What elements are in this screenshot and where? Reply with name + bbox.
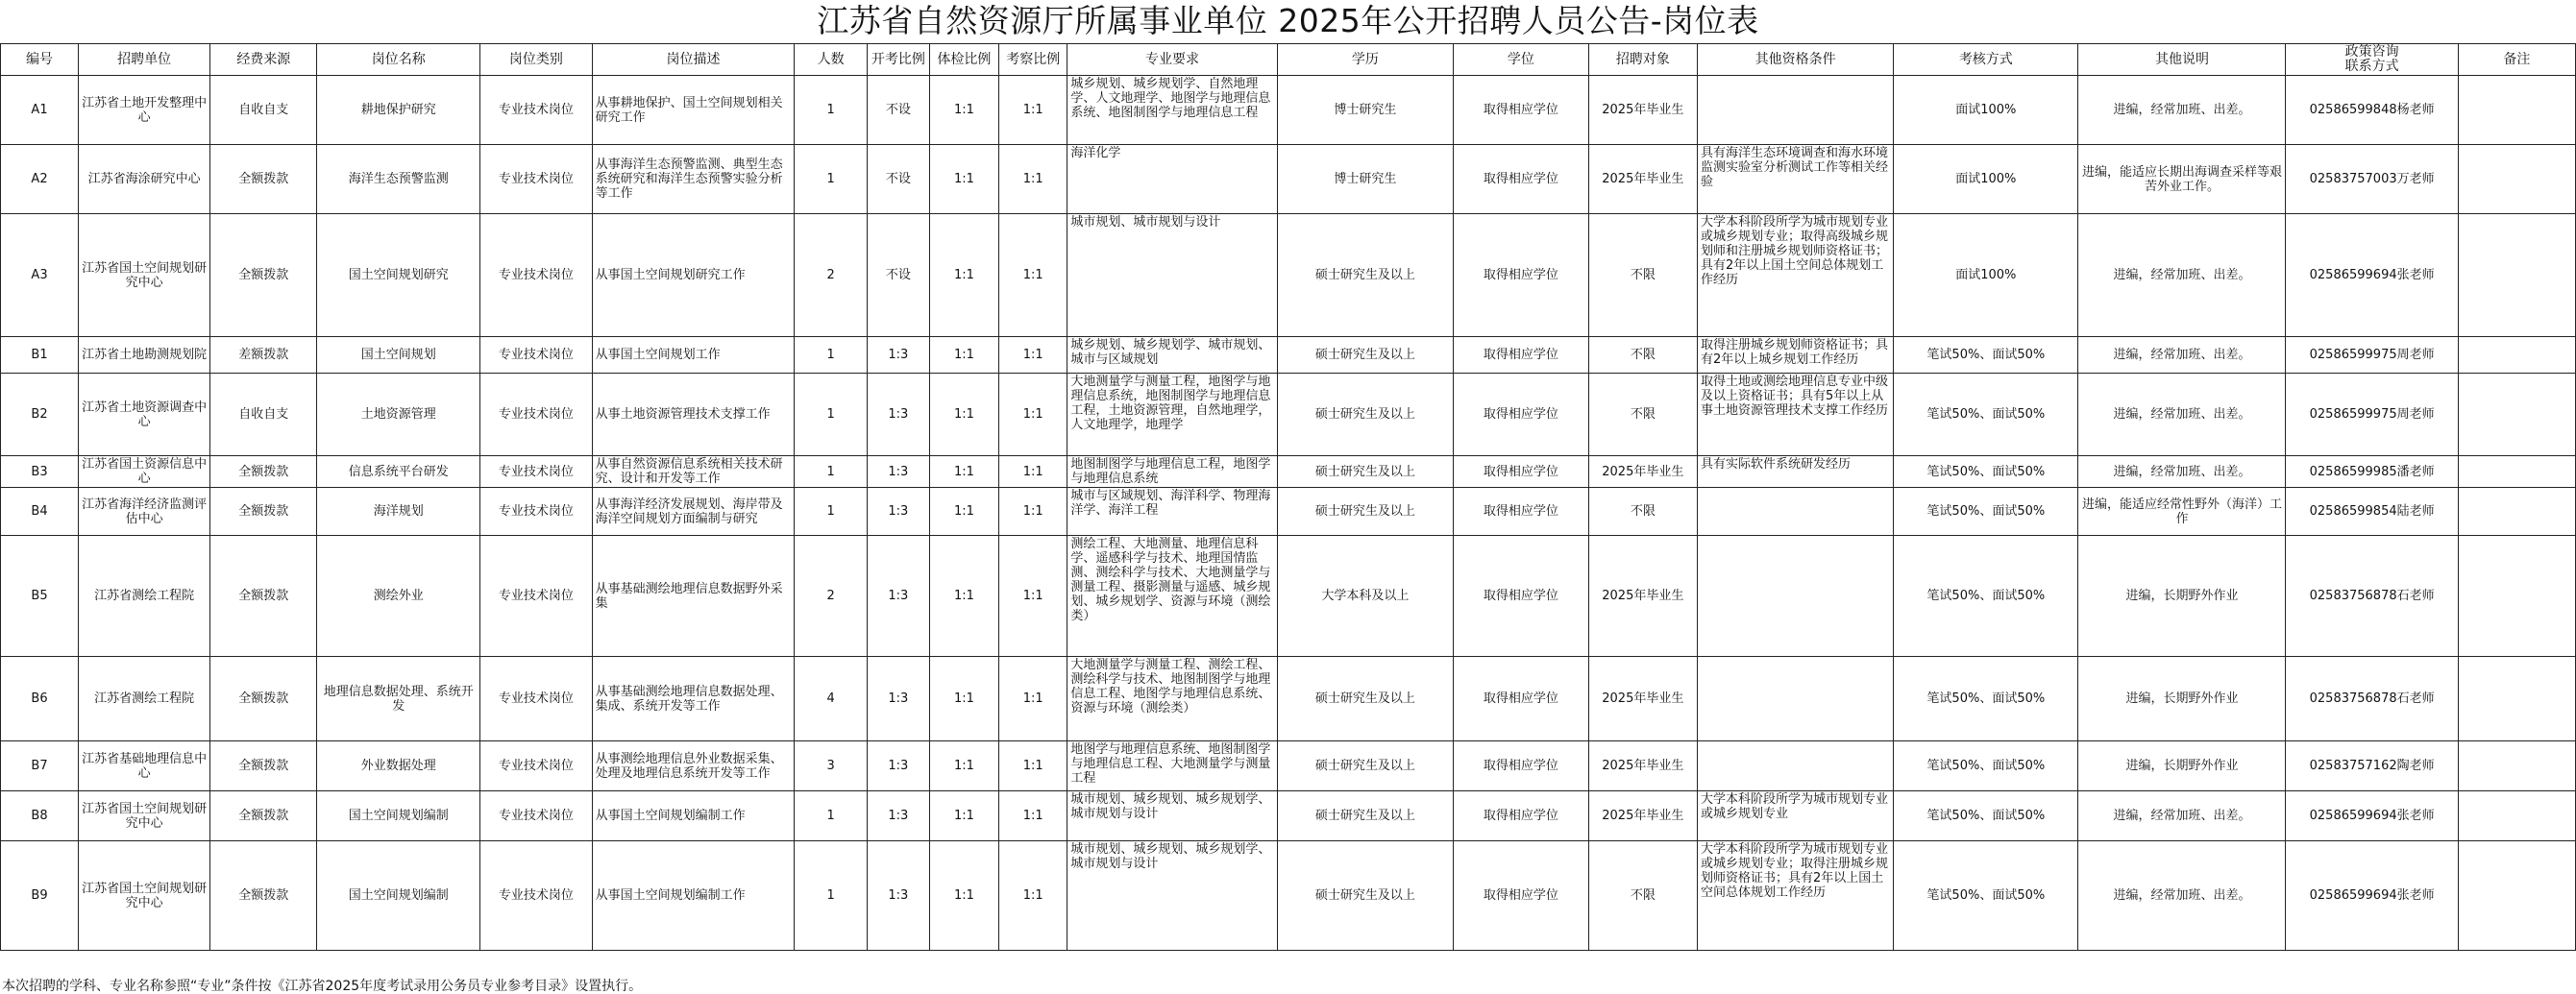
cell-other-qual: [1698, 488, 1894, 536]
header-description: 岗位描述: [592, 44, 795, 76]
cell-position: 国土空间规划研究: [317, 214, 480, 337]
cell-remarks: [2458, 841, 2575, 951]
cell-degree: 取得相应学位: [1454, 76, 1588, 145]
cell-degree: 取得相应学位: [1454, 374, 1588, 456]
header-unit: 招聘单位: [79, 44, 210, 76]
cell-count: 1: [795, 337, 868, 374]
cell-other-qual: [1698, 741, 1894, 791]
cell-degree: 取得相应学位: [1454, 488, 1588, 536]
cell-assessment: 笔试50%、面试50%: [1894, 536, 2078, 657]
header-contact: 政策咨询 联系方式: [2286, 44, 2458, 76]
cell-exam-ratio: 1:3: [867, 657, 929, 741]
table-row: [1, 374, 2576, 456]
cell-major: 城乡规划、城乡规划学、自然地理学、人文地理学、地图学与地理信息系统、地图制图学与地理信息工程: [1067, 76, 1277, 145]
cell-inspect-ratio: 1:1: [999, 657, 1067, 741]
cell-major: 地图学与地理信息系统、地图制图学与地理信息工程、大地测量学与测量工程: [1067, 741, 1277, 791]
cell-physical-ratio: 1:1: [929, 741, 998, 791]
cell-count: 1: [795, 488, 868, 536]
cell-exam-ratio: 1:3: [867, 741, 929, 791]
cell-exam-ratio: 1:3: [867, 374, 929, 456]
cell-position: 耕地保护研究: [317, 76, 480, 145]
cell-count: 1: [795, 791, 868, 841]
cell-education: 硕士研究生及以上: [1277, 488, 1454, 536]
cell-assessment: 面试100%: [1894, 145, 2078, 214]
cell-target: 不限: [1588, 337, 1697, 374]
cell-physical-ratio: 1:1: [929, 214, 998, 337]
cell-education: 硕士研究生及以上: [1277, 337, 1454, 374]
table-row: [1, 791, 2576, 841]
cell-other-qual: 大学本科阶段所学为城市规划专业或城乡规划专业；取得注册城乡规划师资格证书；具有2年以上国土空间总体规划工作经历: [1698, 841, 1894, 951]
cell-other-notes: 进编，经常加班、出差。: [2078, 76, 2286, 145]
header-degree: 学位: [1454, 44, 1588, 76]
cell-description: 从事国土空间规划编制工作: [592, 791, 795, 841]
cell-description: 从事基础测绘地理信息数据处理、集成、系统开发等工作: [592, 657, 795, 741]
header-other-notes: 其他说明: [2078, 44, 2286, 76]
cell-physical-ratio: 1:1: [929, 145, 998, 214]
cell-inspect-ratio: 1:1: [999, 214, 1067, 337]
cell-other-qual: 具有实际软件系统研发经历: [1698, 456, 1894, 488]
table-row: [1, 145, 2576, 214]
header-physical-ratio: 体检比例: [929, 44, 998, 76]
cell-funding: 全额拨款: [210, 488, 317, 536]
cell-funding: 全额拨款: [210, 791, 317, 841]
table-row: [1, 76, 2576, 145]
cell-other-qual: [1698, 76, 1894, 145]
cell-inspect-ratio: 1:1: [999, 337, 1067, 374]
cell-inspect-ratio: 1:1: [999, 791, 1067, 841]
cell-remarks: [2458, 145, 2575, 214]
cell-target: 2025年毕业生: [1588, 145, 1697, 214]
cell-id: B9: [1, 841, 79, 951]
cell-id: B4: [1, 488, 79, 536]
cell-target: 2025年毕业生: [1588, 456, 1697, 488]
header-assessment: 考核方式: [1894, 44, 2078, 76]
cell-exam-ratio: 1:3: [867, 456, 929, 488]
cell-description: 从事耕地保护、国土空间规划相关研究工作: [592, 76, 795, 145]
cell-category: 专业技术岗位: [480, 657, 593, 741]
cell-unit: 江苏省土地勘测规划院: [79, 337, 210, 374]
cell-description: 从事测绘地理信息外业数据采集、处理及地理信息系统开发等工作: [592, 741, 795, 791]
table-row: [1, 841, 2576, 951]
cell-physical-ratio: 1:1: [929, 841, 998, 951]
header-position: 岗位名称: [317, 44, 480, 76]
cell-education: 大学本科及以上: [1277, 536, 1454, 657]
cell-position: 地理信息数据处理、系统开发: [317, 657, 480, 741]
cell-degree: 取得相应学位: [1454, 214, 1588, 337]
cell-education: 硕士研究生及以上: [1277, 657, 1454, 741]
cell-contact: 02586599694张老师: [2286, 214, 2458, 337]
cell-assessment: 笔试50%、面试50%: [1894, 337, 2078, 374]
cell-inspect-ratio: 1:1: [999, 536, 1067, 657]
cell-target: 2025年毕业生: [1588, 657, 1697, 741]
cell-other-qual: 取得注册城乡规划师资格证书；具有2年以上城乡规划工作经历: [1698, 337, 1894, 374]
cell-funding: 自收自支: [210, 76, 317, 145]
cell-count: 1: [795, 374, 868, 456]
cell-inspect-ratio: 1:1: [999, 374, 1067, 456]
cell-remarks: [2458, 214, 2575, 337]
cell-funding: 全额拨款: [210, 657, 317, 741]
cell-other-qual: [1698, 536, 1894, 657]
cell-other-notes: 进编，经常加班、出差。: [2078, 374, 2286, 456]
cell-count: 3: [795, 741, 868, 791]
header-exam-ratio: 开考比例: [867, 44, 929, 76]
cell-funding: 全额拨款: [210, 536, 317, 657]
cell-unit: 江苏省海涂研究中心: [79, 145, 210, 214]
cell-count: 2: [795, 214, 868, 337]
cell-unit: 江苏省国土空间规划研究中心: [79, 214, 210, 337]
cell-exam-ratio: 1:3: [867, 536, 929, 657]
cell-exam-ratio: 1:3: [867, 337, 929, 374]
cell-description: 从事海洋生态预警监测、典型生态系统研究和海洋生态预警实验分析等工作: [592, 145, 795, 214]
cell-id: A3: [1, 214, 79, 337]
header-category: 岗位类别: [480, 44, 593, 76]
cell-category: 专业技术岗位: [480, 374, 593, 456]
cell-category: 专业技术岗位: [480, 145, 593, 214]
table-row: [1, 536, 2576, 657]
cell-contact: 02586599854陆老师: [2286, 488, 2458, 536]
cell-remarks: [2458, 76, 2575, 145]
cell-exam-ratio: 1:3: [867, 841, 929, 951]
cell-assessment: 笔试50%、面试50%: [1894, 374, 2078, 456]
cell-count: 4: [795, 657, 868, 741]
cell-position: 土地资源管理: [317, 374, 480, 456]
cell-major: 大地测量学与测量工程，地图学与地理信息系统，地图制图学与地理信息工程，土地资源管理，自然地理学，人文地理学，地理学: [1067, 374, 1277, 456]
table-row: [1, 214, 2576, 337]
cell-major: 城市规划、城乡规划、城乡规划学、城市规划与设计: [1067, 791, 1277, 841]
cell-funding: 全额拨款: [210, 214, 317, 337]
cell-assessment: 面试100%: [1894, 214, 2078, 337]
cell-major: 城市与区域规划、海洋科学、物理海洋学、海洋工程: [1067, 488, 1277, 536]
cell-category: 专业技术岗位: [480, 741, 593, 791]
cell-inspect-ratio: 1:1: [999, 488, 1067, 536]
cell-exam-ratio: 不设: [867, 145, 929, 214]
cell-contact: 02586599694张老师: [2286, 841, 2458, 951]
cell-degree: 取得相应学位: [1454, 841, 1588, 951]
cell-other-qual: 大学本科阶段所学为城市规划专业或城乡规划专业；取得高级城乡规划师和注册城乡规划师资格证书；具有2年以上国土空间总体规划工作经历: [1698, 214, 1894, 337]
cell-unit: 江苏省国土资源信息中心: [79, 456, 210, 488]
cell-description: 从事国土空间规划工作: [592, 337, 795, 374]
cell-remarks: [2458, 657, 2575, 741]
cell-id: B7: [1, 741, 79, 791]
cell-target: 不限: [1588, 214, 1697, 337]
cell-remarks: [2458, 374, 2575, 456]
cell-description: 从事国土空间规划编制工作: [592, 841, 795, 951]
cell-physical-ratio: 1:1: [929, 456, 998, 488]
cell-inspect-ratio: 1:1: [999, 741, 1067, 791]
cell-assessment: 笔试50%、面试50%: [1894, 456, 2078, 488]
cell-degree: 取得相应学位: [1454, 145, 1588, 214]
cell-category: 专业技术岗位: [480, 841, 593, 951]
cell-position: 国土空间规划: [317, 337, 480, 374]
header-target: 招聘对象: [1588, 44, 1697, 76]
cell-other-qual: 大学本科阶段所学为城市规划专业或城乡规划专业: [1698, 791, 1894, 841]
cell-major: 城市规划、城市规划与设计: [1067, 214, 1277, 337]
cell-description: 从事土地资源管理技术支撑工作: [592, 374, 795, 456]
cell-target: 2025年毕业生: [1588, 741, 1697, 791]
cell-target: 2025年毕业生: [1588, 791, 1697, 841]
cell-contact: 02586599975周老师: [2286, 374, 2458, 456]
header-education: 学历: [1277, 44, 1454, 76]
header-other-qual: 其他资格条件: [1698, 44, 1894, 76]
cell-degree: 取得相应学位: [1454, 791, 1588, 841]
cell-remarks: [2458, 456, 2575, 488]
cell-unit: 江苏省土地开发整理中心: [79, 76, 210, 145]
cell-education: 硕士研究生及以上: [1277, 791, 1454, 841]
cell-physical-ratio: 1:1: [929, 337, 998, 374]
cell-contact: 02583757003万老师: [2286, 145, 2458, 214]
cell-exam-ratio: 1:3: [867, 488, 929, 536]
cell-id: B1: [1, 337, 79, 374]
header-count: 人数: [795, 44, 868, 76]
cell-major: 城乡规划、城乡规划学、城市规划、城市与区域规划: [1067, 337, 1277, 374]
position-table: [0, 43, 2576, 951]
cell-education: 硕士研究生及以上: [1277, 841, 1454, 951]
table-row: [1, 657, 2576, 741]
cell-category: 专业技术岗位: [480, 791, 593, 841]
cell-degree: 取得相应学位: [1454, 456, 1588, 488]
cell-contact: 02586599694张老师: [2286, 791, 2458, 841]
cell-count: 1: [795, 456, 868, 488]
cell-funding: 自收自支: [210, 374, 317, 456]
table-row: [1, 741, 2576, 791]
cell-description: 从事国土空间规划研究工作: [592, 214, 795, 337]
cell-contact: 02583756878石老师: [2286, 657, 2458, 741]
cell-category: 专业技术岗位: [480, 456, 593, 488]
cell-education: 硕士研究生及以上: [1277, 374, 1454, 456]
cell-position: 海洋生态预警监测: [317, 145, 480, 214]
cell-other-notes: 进编，经常加班、出差。: [2078, 214, 2286, 337]
cell-target: 2025年毕业生: [1588, 76, 1697, 145]
page-title: 江苏省自然资源厅所属事业单位 2025年公开招聘人员公告-岗位表: [817, 2, 1759, 39]
cell-id: B6: [1, 657, 79, 741]
cell-other-notes: 进编，长期野外作业: [2078, 536, 2286, 657]
cell-unit: 江苏省国土空间规划研究中心: [79, 791, 210, 841]
cell-major: 地图制图学与地理信息工程，地图学与地理信息系统: [1067, 456, 1277, 488]
cell-education: 硕士研究生及以上: [1277, 214, 1454, 337]
cell-unit: 江苏省海洋经济监测评估中心: [79, 488, 210, 536]
cell-inspect-ratio: 1:1: [999, 145, 1067, 214]
cell-degree: 取得相应学位: [1454, 657, 1588, 741]
cell-unit: 江苏省测绘工程院: [79, 536, 210, 657]
cell-major: 大地测量学与测量工程、测绘工程、测绘科学与技术、地图制图学与地理信息工程、地图学与地理信息系统、资源与环境（测绘类）: [1067, 657, 1277, 741]
table-body: [1, 76, 2576, 951]
cell-target: 不限: [1588, 374, 1697, 456]
cell-target: 不限: [1588, 841, 1697, 951]
cell-assessment: 笔试50%、面试50%: [1894, 791, 2078, 841]
header-funding: 经费来源: [210, 44, 317, 76]
cell-unit: 江苏省土地资源调查中心: [79, 374, 210, 456]
cell-category: 专业技术岗位: [480, 337, 593, 374]
cell-remarks: [2458, 536, 2575, 657]
cell-exam-ratio: 不设: [867, 214, 929, 337]
cell-funding: 全额拨款: [210, 741, 317, 791]
cell-remarks: [2458, 488, 2575, 536]
cell-funding: 差额拨款: [210, 337, 317, 374]
cell-degree: 取得相应学位: [1454, 337, 1588, 374]
header-inspect-ratio: 考察比例: [999, 44, 1067, 76]
cell-assessment: 笔试50%、面试50%: [1894, 741, 2078, 791]
cell-contact: 02586599975周老师: [2286, 337, 2458, 374]
cell-physical-ratio: 1:1: [929, 536, 998, 657]
cell-contact: 02583757162陶老师: [2286, 741, 2458, 791]
cell-contact: 02586599985潘老师: [2286, 456, 2458, 488]
cell-remarks: [2458, 741, 2575, 791]
cell-unit: 江苏省基础地理信息中心: [79, 741, 210, 791]
cell-physical-ratio: 1:1: [929, 791, 998, 841]
cell-id: B2: [1, 374, 79, 456]
table-row: [1, 456, 2576, 488]
cell-physical-ratio: 1:1: [929, 76, 998, 145]
cell-count: 1: [795, 76, 868, 145]
cell-education: 博士研究生: [1277, 145, 1454, 214]
cell-description: 从事海洋经济发展规划、海岸带及海洋空间规划方面编制与研究: [592, 488, 795, 536]
header-id: 编号: [1, 44, 79, 76]
cell-other-qual: 取得土地或测绘地理信息专业中级及以上资格证书；具有5年以上从事土地资源管理技术支撑工作经历: [1698, 374, 1894, 456]
cell-other-qual: 具有海洋生态环境调查和海水环境监测实验室分析测试工作等相关经验: [1698, 145, 1894, 214]
cell-category: 专业技术岗位: [480, 488, 593, 536]
cell-other-qual: [1698, 657, 1894, 741]
cell-remarks: [2458, 337, 2575, 374]
cell-position: 国土空间规划编制: [317, 841, 480, 951]
cell-other-notes: 进编，能适应长期出海调查采样等艰苦外业工作。: [2078, 145, 2286, 214]
cell-major: 海洋化学: [1067, 145, 1277, 214]
cell-inspect-ratio: 1:1: [999, 76, 1067, 145]
cell-remarks: [2458, 791, 2575, 841]
cell-education: 硕士研究生及以上: [1277, 456, 1454, 488]
cell-education: 博士研究生: [1277, 76, 1454, 145]
table-row: [1, 488, 2576, 536]
cell-contact: 02583756878石老师: [2286, 536, 2458, 657]
footnote: 本次招聘的学科、专业名称参照“专业”条件按《江苏省2025年度考试录用公务员专业参考目录》设置执行。: [2, 979, 643, 994]
cell-other-notes: 进编，长期野外作业: [2078, 657, 2286, 741]
cell-degree: 取得相应学位: [1454, 536, 1588, 657]
cell-target: 2025年毕业生: [1588, 536, 1697, 657]
cell-other-notes: 进编，长期野外作业: [2078, 741, 2286, 791]
cell-assessment: 笔试50%、面试50%: [1894, 488, 2078, 536]
cell-position: 信息系统平台研发: [317, 456, 480, 488]
cell-count: 2: [795, 536, 868, 657]
cell-contact: 02586599848杨老师: [2286, 76, 2458, 145]
cell-assessment: 笔试50%、面试50%: [1894, 841, 2078, 951]
cell-inspect-ratio: 1:1: [999, 456, 1067, 488]
cell-position: 测绘外业: [317, 536, 480, 657]
cell-other-notes: 进编，能适应经常性野外（海洋）工作: [2078, 488, 2286, 536]
cell-other-notes: 进编，经常加班、出差。: [2078, 337, 2286, 374]
cell-id: B5: [1, 536, 79, 657]
cell-id: B8: [1, 791, 79, 841]
cell-physical-ratio: 1:1: [929, 657, 998, 741]
cell-position: 海洋规划: [317, 488, 480, 536]
cell-education: 硕士研究生及以上: [1277, 741, 1454, 791]
cell-count: 1: [795, 145, 868, 214]
cell-target: 不限: [1588, 488, 1697, 536]
cell-physical-ratio: 1:1: [929, 488, 998, 536]
cell-id: A1: [1, 76, 79, 145]
cell-funding: 全额拨款: [210, 841, 317, 951]
cell-assessment: 笔试50%、面试50%: [1894, 657, 2078, 741]
header-major: 专业要求: [1067, 44, 1277, 76]
table-row: [1, 337, 2576, 374]
cell-major: 城市规划、城乡规划、城乡规划学、城市规划与设计: [1067, 841, 1277, 951]
cell-major: 测绘工程、大地测量、地理信息科学、遥感科学与技术、地理国情监测、测绘科学与技术、大地测量学与测量工程、摄影测量与遥感、城乡规划、城乡规划学、资源与环境（测绘类）: [1067, 536, 1277, 657]
header-remarks: 备注: [2458, 44, 2575, 76]
cell-position: 外业数据处理: [317, 741, 480, 791]
cell-description: 从事基础测绘地理信息数据野外采集: [592, 536, 795, 657]
cell-funding: 全额拨款: [210, 145, 317, 214]
cell-description: 从事自然资源信息系统相关技术研究、设计和开发等工作: [592, 456, 795, 488]
cell-position: 国土空间规划编制: [317, 791, 480, 841]
cell-other-notes: 进编，经常加班、出差。: [2078, 841, 2286, 951]
cell-count: 1: [795, 841, 868, 951]
cell-other-notes: 进编，经常加班、出差。: [2078, 456, 2286, 488]
cell-category: 专业技术岗位: [480, 536, 593, 657]
cell-degree: 取得相应学位: [1454, 741, 1588, 791]
cell-inspect-ratio: 1:1: [999, 841, 1067, 951]
cell-category: 专业技术岗位: [480, 214, 593, 337]
cell-other-notes: 进编，经常加班、出差。: [2078, 791, 2286, 841]
cell-unit: 江苏省测绘工程院: [79, 657, 210, 741]
cell-id: A2: [1, 145, 79, 214]
cell-category: 专业技术岗位: [480, 76, 593, 145]
cell-physical-ratio: 1:1: [929, 374, 998, 456]
cell-id: B3: [1, 456, 79, 488]
cell-exam-ratio: 1:3: [867, 791, 929, 841]
header-row: [1, 44, 2576, 76]
cell-unit: 江苏省国土空间规划研究中心: [79, 841, 210, 951]
cell-funding: 全额拨款: [210, 456, 317, 488]
cell-exam-ratio: 不设: [867, 76, 929, 145]
cell-assessment: 面试100%: [1894, 76, 2078, 145]
